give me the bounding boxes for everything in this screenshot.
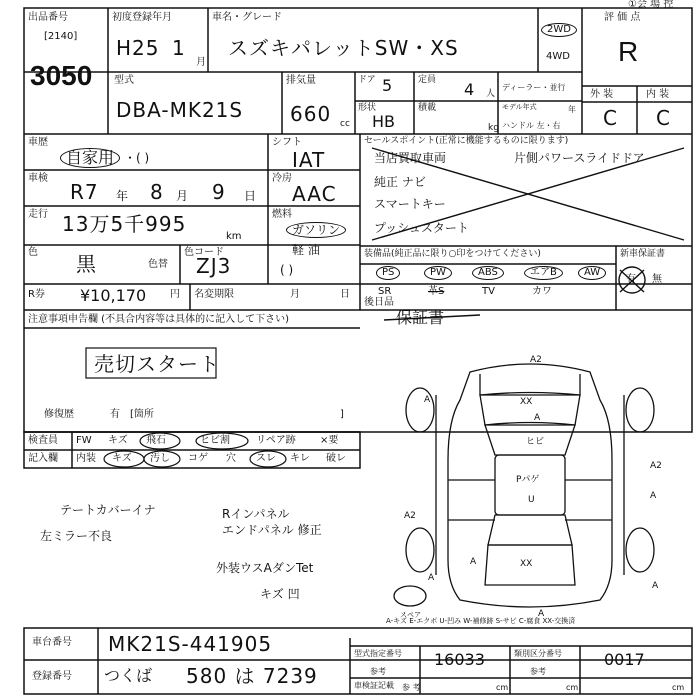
chassis-value: MK21S-441905 (108, 632, 273, 656)
insp-int-yogore: 汚し (150, 453, 170, 464)
insp-tobiishi: 飛石 (146, 435, 166, 446)
inspection-year: R7 (70, 180, 99, 204)
dealer-label: ディーラー・並行 (502, 83, 566, 92)
mileage-value: 13万5千995 (62, 212, 187, 236)
aircon-label: 冷房 (272, 173, 292, 184)
shape-label: 形状 (358, 103, 377, 113)
inspector-label-2: 記入欄 (28, 453, 58, 464)
int-grade-value: C (656, 106, 671, 130)
registration-year: H25 (116, 36, 160, 60)
car-name: スズキパレットSW・XS (228, 36, 459, 60)
diag-mark-8: A2 (650, 461, 662, 471)
displacement-value: 660 (290, 102, 332, 126)
inspection-day: 9 (212, 180, 226, 204)
docs-value: 保証書 (396, 308, 445, 327)
int-grade-label: 内 装 (646, 89, 670, 100)
color-label: 色 (28, 247, 38, 258)
equip-tv: TV (482, 286, 495, 297)
warranty-no: 無 (652, 274, 662, 285)
equip-leather: 革S (428, 286, 445, 297)
plate-number: 580 は 7239 (186, 664, 318, 688)
diag-mark-7: U (528, 495, 535, 505)
load-unit: kg (488, 123, 499, 133)
displacement-label: 排気量 (286, 75, 316, 86)
fuel-gasoline: ガソリン (286, 222, 346, 238)
insp-int-sure: スレ (256, 453, 276, 464)
usage-label: 車歴 (28, 137, 48, 148)
insp-int-ana: 穴 (226, 453, 236, 464)
diag-mark-15: A (538, 609, 545, 619)
inspection-month: 8 (150, 180, 164, 204)
repair-label: 修復歴 (44, 409, 74, 420)
doors-label: ドア (358, 75, 376, 85)
inspector-label-1: 検査員 (28, 435, 58, 446)
diag-mark-10: A (652, 581, 659, 591)
diag-mark-16: スペア (400, 611, 421, 619)
class-note: 参考 (530, 667, 546, 676)
repair-place: [箇所 (130, 409, 154, 420)
namechange-day: 日 (340, 289, 350, 300)
displacement-unit: cc (340, 119, 350, 129)
type-note: 参考 (370, 667, 386, 676)
usage-value: 自家用 (60, 148, 120, 168)
inspection-month-unit: 月 (176, 189, 189, 203)
fuel-diesel: 軽 油 (292, 243, 320, 257)
insp-int-koge: コゲ (188, 453, 208, 464)
type-value: 16033 (434, 650, 485, 669)
lot-code: [2140] (44, 31, 78, 42)
insp-repair: リペア跡 (256, 435, 296, 446)
chassis-label: 車台番号 (32, 637, 72, 648)
equipment-label: 装備品(純正品に限り○印をつけてください) (364, 249, 541, 259)
registration-label: 初度登録年月 (112, 12, 172, 23)
lot-label: 出品番号 (28, 12, 68, 23)
model-year-label: モデル年式 (502, 103, 537, 111)
recycle-value: ¥10,170 (80, 286, 147, 305)
namechange-month: 月 (290, 289, 300, 300)
insp-hibiware: ヒビ割 (200, 435, 230, 446)
hw-note-3: Rインパネル (222, 507, 290, 521)
color-code: ZJ3 (196, 254, 232, 278)
hw-note-5: 外装ウスAダンTet (216, 561, 314, 575)
shape-value: HB (372, 112, 396, 131)
insp-interior: 内装 (76, 453, 96, 464)
lot-number: 3050 (30, 60, 93, 91)
hw-note-2: 左ミラー不良 (40, 529, 113, 543)
insp-int-yabure: 破レ (326, 453, 346, 464)
sales-points-label: セールスポイント(正常に機能するものに限ります) (364, 136, 569, 146)
equip-ps: PS (376, 266, 400, 280)
mileage-unit: km (226, 231, 242, 242)
load-label: 積載 (418, 103, 437, 113)
type-label: 型式指定番号 (354, 649, 402, 658)
hw-note-1: テートカバーイナ (60, 503, 156, 517)
size-cm-1: cm (496, 683, 509, 692)
fuel-paren: ( ) (280, 263, 294, 277)
capacity-unit: 人 (486, 89, 496, 99)
color-tone-label: 色替 (148, 259, 168, 270)
size-cm-2: cm (566, 683, 579, 692)
warranty-yes: 有 (626, 274, 636, 285)
fuel-label: 燃料 (272, 209, 292, 220)
registration-month-unit: 月 (196, 57, 206, 68)
diag-mark-3: XX (520, 397, 533, 407)
ext-grade-value: C (603, 106, 618, 130)
grade-label: 評 価 点 (604, 12, 641, 23)
equip-sr: SR (378, 286, 392, 297)
grade-value: R (618, 36, 639, 67)
diag-mark-14: XX (520, 559, 533, 569)
docs-label: 後日品 (364, 297, 394, 308)
diag-mark-12: A (428, 573, 435, 583)
drive-2wd: 2WD (541, 23, 577, 37)
diag-mark-1: A2 (530, 355, 542, 365)
diag-mark-9: A (650, 491, 657, 501)
car-name-label: 車名・グレード (212, 12, 282, 23)
sales-point-5: プッシュスタート (374, 221, 469, 235)
notes-label: 注意事項申告欄 (不具合内容等は具体的に記入して下さい) (28, 314, 289, 325)
diag-mark-5: ヒビ (526, 437, 545, 447)
inspection-day-unit: 日 (244, 189, 257, 203)
class-label: 類別区分番号 (514, 649, 562, 658)
plate-label: 登録番号 (32, 671, 72, 682)
insp-int-kire: キレ (290, 453, 310, 464)
inspection-year-unit: 年 (116, 189, 129, 203)
aircon-value: AAC (292, 182, 337, 206)
sales-point-2: 片側パワースライドドア (514, 151, 645, 165)
equip-aw: AW (578, 266, 606, 280)
diag-mark-13: A (470, 557, 477, 567)
equip-pw: PW (424, 266, 452, 280)
class-value: 0017 (604, 650, 645, 669)
size-label: 車検証記載 (354, 681, 394, 690)
inspection-label: 車検 (28, 173, 48, 184)
repair-end: ] (340, 409, 344, 420)
color-code-label: 色コード (184, 247, 224, 258)
size-note: 参 考 (402, 683, 421, 692)
size-cm-3: cm (672, 683, 685, 692)
diag-mark-6: Pパゲ (516, 475, 540, 485)
model-value: DBA-MK21S (116, 98, 244, 122)
shift-label: シフト (272, 137, 302, 148)
hw-note-6: キズ 凹 (260, 587, 300, 601)
model-year-unit: 年 (568, 105, 576, 114)
capacity-value: 4 (464, 80, 475, 99)
doors-value: 5 (382, 76, 393, 95)
registration-month: 1 (172, 36, 186, 60)
diag-mark-2: A (424, 395, 431, 405)
diag-mark-11: A2 (404, 511, 416, 521)
mileage-label: 走行 (28, 209, 48, 220)
equip-abs: ABS (472, 266, 504, 280)
plate-area: つくば (104, 666, 153, 685)
equip-kawa: カワ (532, 286, 552, 297)
ext-grade-label: 外 装 (590, 89, 614, 100)
drive-4wd: 4WD (546, 51, 570, 62)
sales-point-3: 純正 ナビ (374, 175, 426, 189)
sales-point-4: スマートキー (374, 197, 446, 211)
diagram-legend: A-キズ E-エクボ U-凹み W-補修跡 S-サビ C-腐食 XX-交換済 (386, 617, 576, 625)
handle-label: ハンドル 左・右 (502, 121, 561, 130)
hw-note-4: エンドパネル 修正 (222, 523, 322, 537)
insp-need: ×要 (320, 435, 339, 446)
usage-rest: ・( ) (124, 151, 150, 165)
sales-point-1: 当店買取車両 (374, 151, 447, 165)
equip-airbag: エアB (524, 266, 563, 280)
capacity-label: 定員 (418, 75, 437, 85)
diag-mark-4: A (534, 413, 541, 423)
repair-value: 有 (110, 409, 120, 420)
shift-value: IAT (292, 148, 326, 172)
insp-kizu: キズ (108, 435, 128, 446)
warranty-label: 新車保証書 (620, 249, 666, 259)
recycle-label: R券 (28, 289, 45, 300)
insp-fw: FW (76, 435, 92, 446)
recycle-unit: 円 (170, 289, 180, 300)
insp-int-kizu: キズ (112, 453, 132, 464)
notes-value: 売切スタート (94, 352, 220, 376)
model-label: 型式 (114, 75, 134, 86)
namechange-label: 名変期限 (194, 289, 234, 300)
color-value: 黒 (76, 252, 97, 276)
copy-label: ①会 場 控 (628, 0, 674, 10)
